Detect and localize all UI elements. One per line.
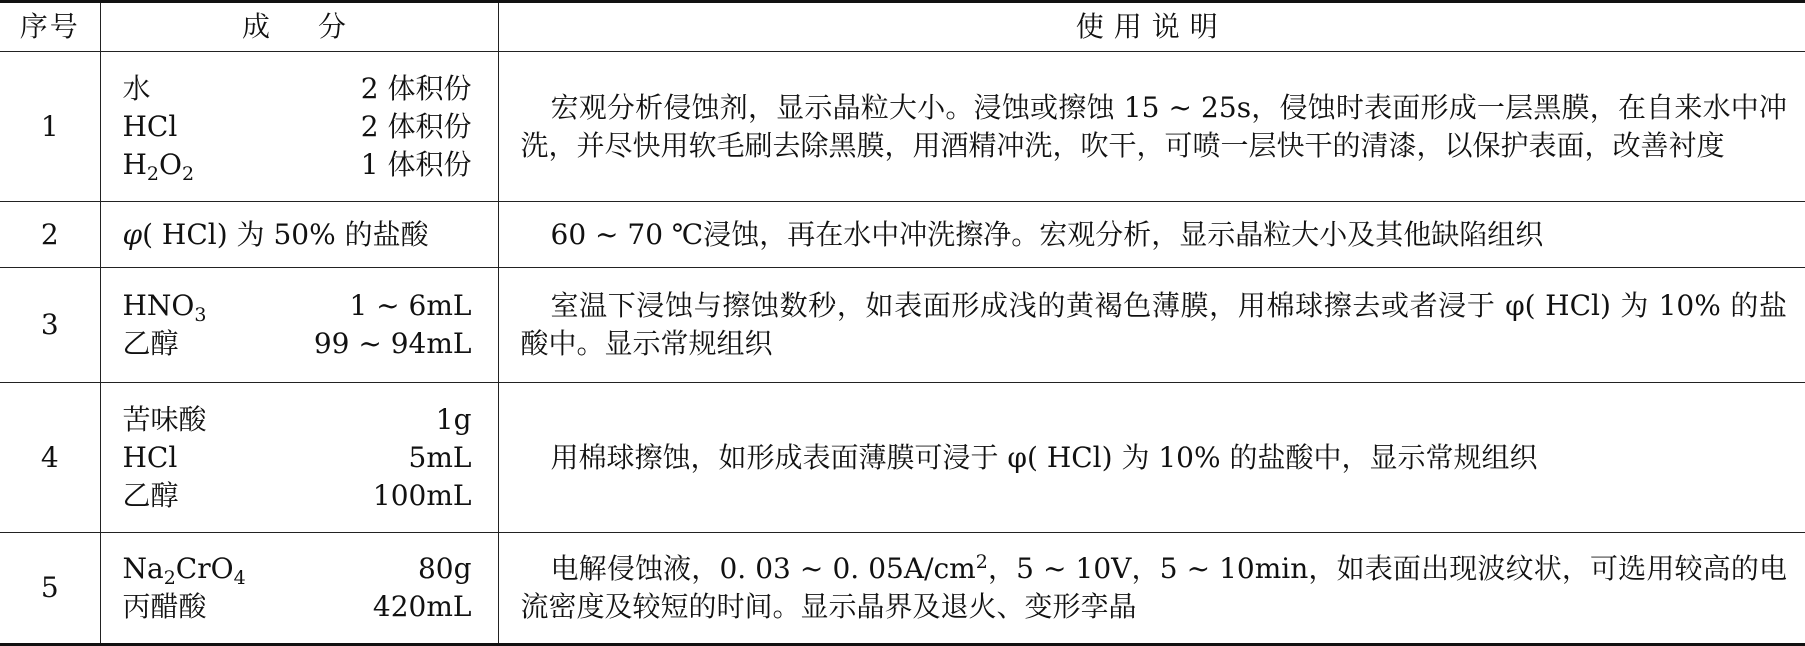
ingredient (123, 588, 472, 626)
table-row (0, 52, 1805, 202)
ingredient (123, 287, 472, 325)
ingredient-amount: 2 体积份 (360, 109, 472, 143)
ingredient-amount: 1 ~ 6mL (349, 289, 472, 322)
components-cell (100, 52, 498, 202)
ingredient-amount: 420mL (372, 590, 472, 623)
ingredient-amount: 80g (417, 552, 472, 585)
ingredient (123, 325, 472, 363)
ingredient-formula: $H_2O_2$ (122, 147, 195, 185)
ingredient-name: 乙醇 (122, 478, 179, 512)
ingredient (123, 70, 472, 108)
component-text: ( HCl) 为 50% 的盐酸 (142, 217, 429, 251)
usage-description: 宏观分析侵蚀剂，显示晶粒大小。浸蚀或擦蚀 15 ~ 25s，侵蚀时表面形成一层黑膜，在自来水中冲洗，并尽快用软毛刷去除黑膜，用酒精冲洗，吹干，可喷一层快干的清漆，以保护表面，改善衬度 (520, 90, 1787, 162)
ingredient-amount: 2 体积份 (360, 71, 472, 105)
table-row (0, 533, 1805, 645)
ingredient-amount: 99 ~ 94mL (313, 327, 472, 360)
ingredient-amount: 5mL (408, 440, 472, 474)
ingredient (123, 401, 472, 439)
usage-description: 室温下浸蚀与擦蚀数秒，如表面形成浅的黄褐色薄膜，用棉球擦去或者浸于 φ( HCl) 为 10% 的盐酸中。显示常规组织 (520, 289, 1787, 360)
usage-description: 用棉球擦蚀，如形成表面薄膜可浸于 φ( HCl) 为 10% 的盐酸中，显示常规组织 (550, 440, 1538, 474)
ingredient-amount: 1 体积份 (360, 147, 472, 181)
components-cell (100, 533, 498, 645)
ingredient-amount: 100mL (372, 478, 472, 512)
ingredient-name: HCl (122, 440, 178, 474)
ingredient-formula: $Na_2CrO_4$ (122, 552, 246, 589)
usage-description: 电解侵蚀液，0. 03 ~ 0. $05A/cm^2$，5 ~ 10V，5 ~ 10min，如表面出现波纹状，可选用较高的电流密度及较短的时间。显示晶界及退火、变形孪晶 (520, 551, 1787, 623)
components-cell (100, 202, 498, 268)
components-cell (100, 268, 498, 383)
ingredient (123, 477, 472, 515)
table-header-row (0, 2, 1805, 52)
table-row (0, 383, 1805, 533)
row-index: 2 (0, 202, 100, 268)
header-components: 成 分 (100, 2, 498, 52)
ingredient (123, 439, 472, 477)
row-index: 4 (0, 383, 100, 533)
ingredient-name: 苦味酸 (122, 402, 207, 436)
header-index: 序号 (0, 2, 100, 52)
ingredient-amount: 1g (435, 402, 472, 436)
row-index: 5 (0, 533, 100, 645)
ingredient-name: 水 (122, 71, 151, 105)
row-index: 3 (0, 268, 100, 383)
usage-description: 60 ~ 70 ℃浸蚀，再在水中冲洗擦净。宏观分析，显示晶粒大小及其他缺陷组织 (550, 217, 1544, 251)
row-index: 1 (0, 52, 100, 202)
ingredient-formula: $HNO_3$ (122, 289, 207, 326)
ingredient-name: 乙醇 (122, 327, 179, 360)
ingredient (123, 108, 472, 146)
ingredient (123, 146, 472, 184)
components-cell (100, 383, 498, 533)
table-row (0, 268, 1805, 383)
ingredient-name: 丙醋酸 (122, 590, 207, 623)
ingredient (123, 550, 472, 588)
header-usage: 使用说明 (1075, 10, 1228, 43)
phi-symbol: φ (122, 217, 143, 251)
ingredient-name: HCl (122, 109, 178, 143)
table-row (0, 202, 1805, 268)
